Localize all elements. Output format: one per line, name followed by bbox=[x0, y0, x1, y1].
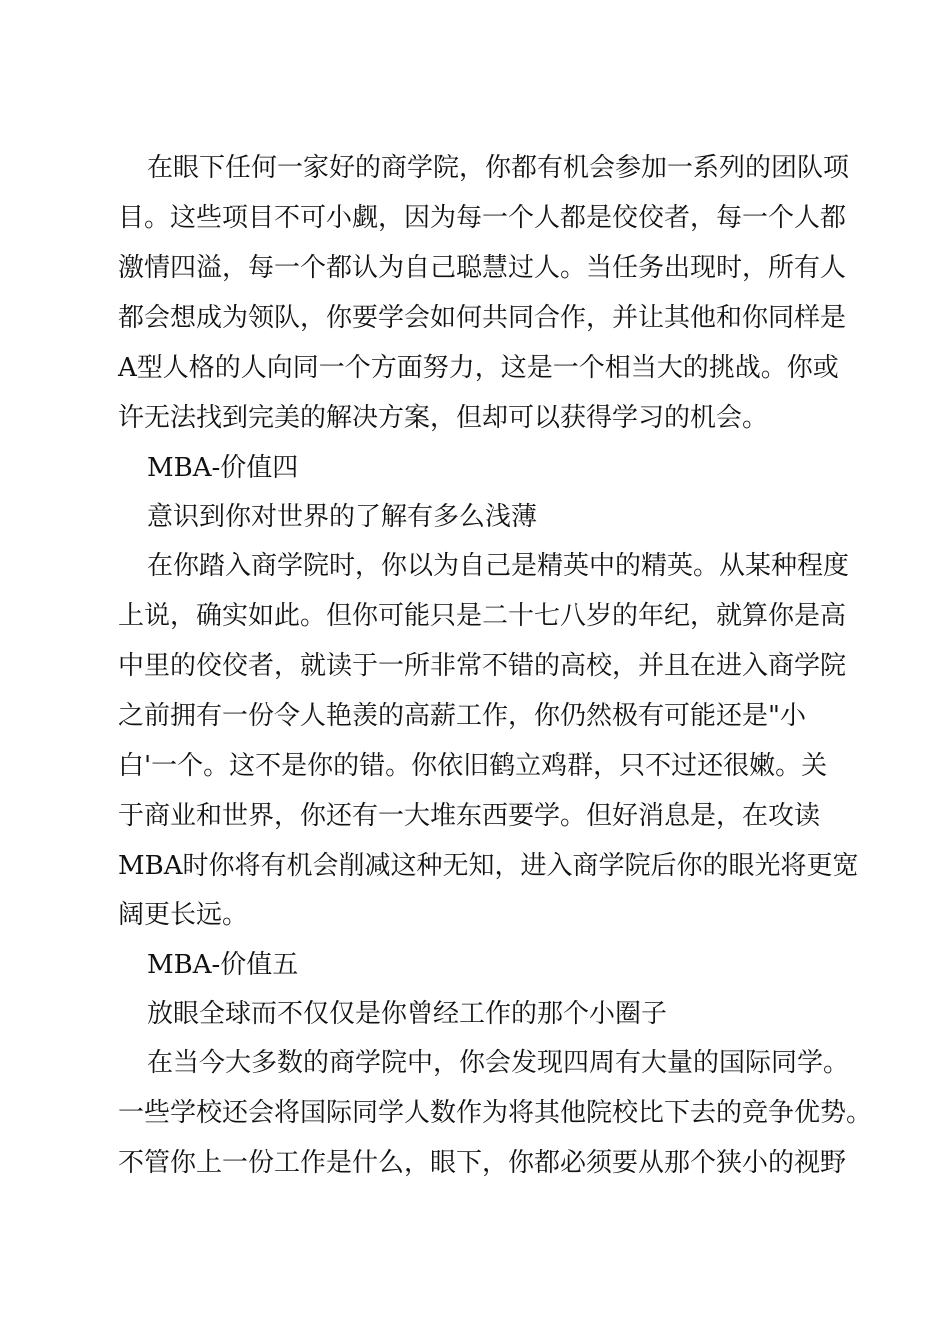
paragraph-line: 上说，确实如此。但你可能只是二十七八岁的年纪，就算你是高 bbox=[118, 601, 847, 631]
paragraph-line: 在当今大多数的商学院中，你会发现四周有大量的国际同学。 bbox=[147, 1048, 850, 1078]
paragraph-line: 之前拥有一份令人艳羡的高薪工作，你仍然极有可能还是"小 bbox=[118, 701, 806, 731]
paragraph-line: MBA时你将有机会削减这种无知，进入商学院后你的眼光将更宽 bbox=[118, 851, 859, 881]
paragraph-line: 于商业和世界，你还有一大堆东西要学。但好消息是，在攻读 bbox=[118, 801, 821, 831]
paragraph-line: 不管你上一份工作是什么，眼下，你都必须要从那个狭小的视野 bbox=[118, 1148, 847, 1178]
paragraph-line: 中里的佼佼者，就读于一所非常不错的高校，并且在进入商学院 bbox=[118, 651, 847, 681]
section-subtitle: 意识到你对世界的了解有多么浅薄 bbox=[147, 502, 538, 532]
paragraph-line: 激情四溢，每一个都认为自己聪慧过人。当任务出现时，所有人 bbox=[118, 253, 847, 283]
paragraph-line: 阔更长远。 bbox=[118, 900, 249, 930]
paragraph-line: 在你踏入商学院时，你以为自己是精英中的精英。从某种程度 bbox=[147, 551, 850, 581]
paragraph-line: A型人格的人向同一个方面努力，这是一个相当大的挑战。你或 bbox=[118, 353, 839, 383]
paragraph-line: 都会想成为领队，你要学会如何共同合作，并让其他和你同样是 bbox=[118, 303, 847, 333]
paragraph-line: 在眼下任何一家好的商学院，你都有机会参加一系列的团队项 bbox=[147, 153, 850, 183]
paragraph-line: 白'一个。这不是你的错。你依旧鹤立鸡群，只不过还很嫩。关 bbox=[118, 751, 828, 781]
section-subtitle: 放眼全球而不仅仅是你曾经工作的那个小圈子 bbox=[147, 999, 668, 1029]
paragraph-line: 许无法找到完美的解决方案，但却可以获得学习的机会。 bbox=[118, 403, 769, 433]
paragraph-line: 目。这些项目不可小觑，因为每一个人都是佼佼者，每一个人都 bbox=[118, 203, 847, 233]
paragraph-line: 一些学校还会将国际同学人数作为将其他院校比下去的竞争优势。 bbox=[118, 1098, 873, 1128]
section-heading: MBA-价值四 bbox=[147, 453, 299, 483]
section-heading: MBA-价值五 bbox=[147, 950, 299, 980]
